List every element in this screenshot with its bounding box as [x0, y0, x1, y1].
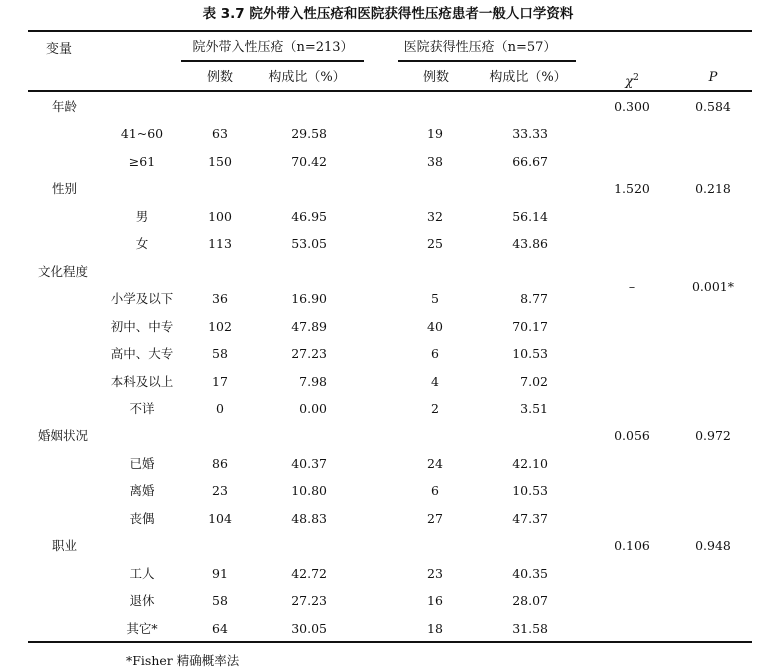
category-label: 年龄 — [52, 99, 78, 114]
chi-square-value: 1.520 — [614, 181, 650, 197]
count-hospital: 18 — [427, 620, 443, 636]
ratio-outside: 27.23 — [291, 593, 327, 609]
ratio-outside: 70.42 — [291, 153, 327, 169]
count-outside: 23 — [212, 483, 228, 499]
subgroup-label: 高中、大专 — [110, 346, 174, 362]
header-ratio-hospital: 构成比（%） — [489, 70, 567, 85]
count-outside: 0 — [216, 400, 224, 416]
ratio-outside: 48.83 — [291, 510, 327, 526]
subgroup-label: 已婚 — [129, 455, 155, 471]
ratio-outside: 46.95 — [291, 208, 327, 224]
ratio-hospital: 40.35 — [512, 565, 548, 581]
header-ratio-outside: 构成比（%） — [268, 70, 346, 85]
header-group-outside: 院外带入性压疮（n=213） — [192, 40, 354, 55]
p-value: 0.218 — [695, 181, 731, 197]
bottom-rule — [28, 641, 752, 643]
chi-superscript: 2 — [633, 73, 639, 83]
subgroup-label: 初中、中专 — [110, 318, 174, 334]
count-outside: 102 — [208, 318, 232, 334]
subgroup-label: 女 — [135, 236, 149, 252]
count-hospital: 16 — [427, 593, 443, 609]
category-label: 婚姻状况 — [38, 428, 89, 444]
count-outside: 64 — [212, 620, 228, 636]
ratio-outside: 40.37 — [291, 455, 327, 471]
ratio-hospital: 47.37 — [512, 510, 548, 526]
count-outside: 86 — [212, 455, 228, 471]
chi-square-value: – — [628, 278, 636, 294]
p-value: 0.948 — [695, 538, 731, 554]
top-rule — [28, 30, 752, 32]
count-hospital: 19 — [427, 126, 443, 142]
count-outside: 150 — [208, 153, 232, 169]
ratio-hospital: 33.33 — [512, 126, 548, 142]
table-footnote: *Fisher 精确概率法 — [126, 653, 240, 668]
header-chi-square — [625, 70, 639, 90]
p-value: 0.001* — [691, 278, 735, 294]
header-p-value: P — [708, 70, 718, 85]
count-outside: 100 — [208, 208, 232, 224]
subgroup-label: 本科及以上 — [110, 373, 174, 389]
count-hospital: 32 — [427, 208, 443, 224]
category-label: 职业 — [52, 538, 78, 554]
subgroup-label: 其它* — [126, 620, 158, 636]
ratio-hospital: 42.10 — [512, 455, 548, 471]
ratio-hospital: 8.77 — [520, 291, 548, 307]
ratio-hospital: 31.58 — [512, 620, 548, 636]
ratio-hospital: 10.53 — [512, 346, 548, 362]
subgroup-label: 不详 — [129, 400, 155, 416]
ratio-hospital: 10.53 — [512, 483, 548, 499]
count-hospital: 6 — [431, 346, 439, 362]
ratio-outside: 53.05 — [291, 236, 327, 252]
count-outside: 36 — [212, 291, 228, 307]
ratio-outside: 29.58 — [291, 126, 327, 142]
count-outside: 63 — [212, 126, 228, 142]
header-variable: 变量 — [46, 42, 73, 57]
ratio-outside: 10.80 — [291, 483, 327, 499]
header-bottom-rule — [28, 90, 752, 92]
count-hospital: 25 — [427, 236, 443, 252]
count-outside: 113 — [208, 236, 232, 252]
table-title: 表 3.7 院外带入性压疮和医院获得性压疮患者一般人口学资料 — [202, 6, 574, 22]
chi-square-value: 0.056 — [614, 428, 650, 444]
subgroup-label: ≥61 — [128, 153, 156, 169]
subgroup-label: 丧偶 — [129, 510, 155, 526]
count-outside: 17 — [212, 373, 228, 389]
ratio-outside: 47.89 — [291, 318, 327, 334]
ratio-outside: 30.05 — [291, 620, 327, 636]
group-hospital-underline — [398, 60, 576, 62]
ratio-outside: 27.23 — [291, 346, 327, 362]
subgroup-label: 男 — [135, 208, 149, 224]
count-outside: 104 — [208, 510, 232, 526]
count-hospital: 40 — [427, 318, 443, 334]
ratio-hospital: 70.17 — [512, 318, 548, 334]
category-label: 性别 — [52, 181, 78, 197]
category-label: 文化程度 — [38, 263, 89, 279]
subgroup-label: 退休 — [129, 593, 155, 609]
chi-symbol: χ — [625, 74, 634, 90]
ratio-outside: 42.72 — [291, 565, 327, 581]
count-hospital: 27 — [427, 510, 443, 526]
header-count-outside: 例数 — [206, 70, 234, 85]
count-hospital: 38 — [427, 153, 443, 169]
count-hospital: 24 — [427, 455, 443, 471]
count-outside: 58 — [212, 593, 228, 609]
ratio-hospital: 43.86 — [512, 236, 548, 252]
subgroup-label: 小学及以下 — [110, 291, 174, 307]
header-group-hospital: 医院获得性压疮（n=57） — [403, 40, 557, 55]
ratio-hospital: 56.14 — [512, 208, 548, 224]
ratio-hospital: 7.02 — [520, 373, 548, 389]
subgroup-label: 41~60 — [120, 126, 164, 142]
ratio-outside: 7.98 — [299, 373, 327, 389]
ratio-hospital: 66.67 — [512, 153, 548, 169]
chi-square-value: 0.106 — [614, 538, 650, 554]
ratio-hospital: 3.51 — [520, 400, 548, 416]
count-hospital: 5 — [431, 291, 439, 307]
count-hospital: 2 — [431, 400, 439, 416]
count-outside: 58 — [212, 346, 228, 362]
ratio-hospital: 28.07 — [512, 593, 548, 609]
count-hospital: 6 — [431, 483, 439, 499]
ratio-outside: 0.00 — [299, 400, 327, 416]
count-hospital: 23 — [427, 565, 443, 581]
chi-square-value: 0.300 — [614, 99, 650, 114]
subgroup-label: 工人 — [129, 565, 155, 581]
subgroup-label: 离婚 — [129, 483, 155, 499]
group-outside-underline — [181, 60, 364, 62]
count-hospital: 4 — [431, 373, 439, 389]
ratio-outside: 16.90 — [291, 291, 327, 307]
count-outside: 91 — [212, 565, 228, 581]
p-value: 0.584 — [695, 99, 731, 114]
p-value: 0.972 — [695, 428, 731, 444]
header-count-hospital: 例数 — [422, 70, 450, 85]
